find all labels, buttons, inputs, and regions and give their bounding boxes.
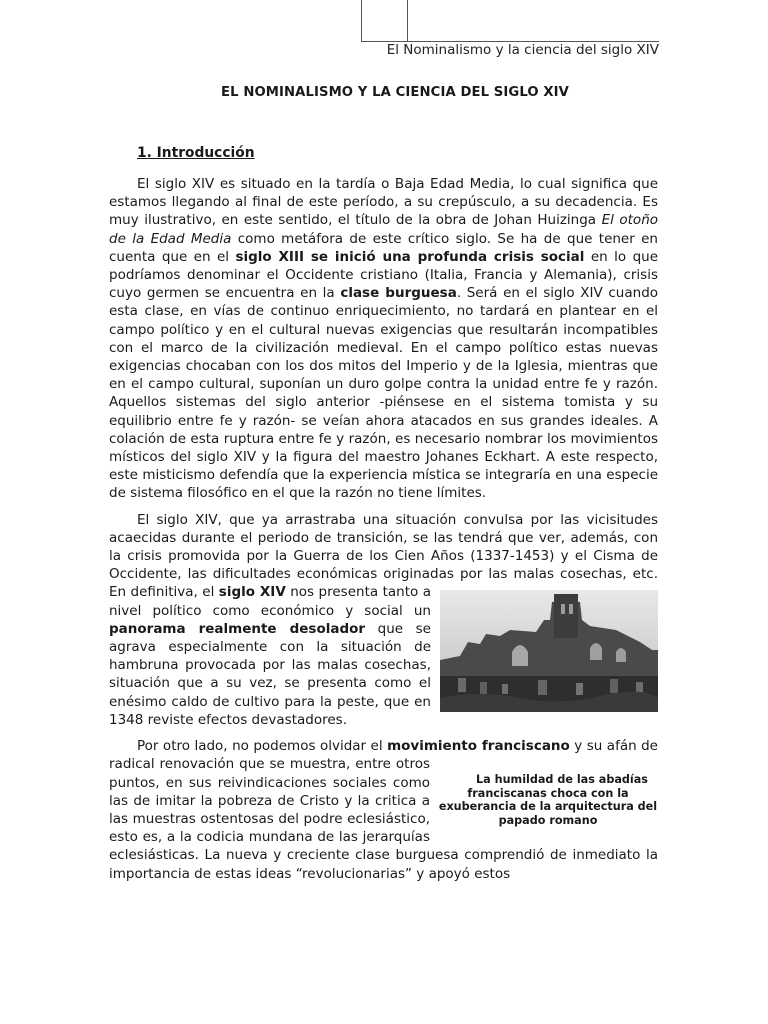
text-run: El siglo XIV es situado en la tardía o Baja Edad Media, lo cual significa que estamos llegando al final de este período, a su crepúsculo, a su decadencia. Es muy ilustrativo, en este sentido, el título de la obra de Johan Huizinga (109, 176, 658, 229)
tower (554, 594, 578, 638)
paragraph-1 (109, 175, 658, 503)
tower-window (569, 604, 573, 614)
emphasis: panorama realmente desolador (109, 620, 366, 637)
gravestone (610, 679, 618, 693)
text-run: como metáfora de este crítico siglo. Se ha de que tener en cuenta que en el (109, 230, 658, 265)
text-run: que se agrava especialmente con la situación de hambruna provocada por las malas cosechas, situación que a su vez, se presenta como el enésimo caldo de cultivo para la peste, que en 1348 reviste efectos devastadores. (109, 620, 431, 728)
gravestone (502, 684, 508, 694)
paragraph-3 (109, 737, 658, 883)
emphasis: siglo XIII se inició una profunda crisis social (235, 248, 585, 265)
text-run: en lo que podríamos denominar el Occidente cristiano (Italia, Francia y Alemania), crisis cuyo germen se encuentra en la (109, 248, 658, 302)
arch-window (590, 643, 602, 660)
gravestone (576, 683, 583, 695)
emphasis: siglo XIV (218, 584, 286, 601)
arch-window (616, 648, 626, 662)
section-heading: 1. Introducción (137, 145, 255, 161)
gravestone (480, 682, 487, 694)
abbey-ruins-photo (440, 590, 658, 712)
document-title: EL NOMINALISMO Y LA CIENCIA DEL SIGLO XIV (221, 85, 569, 100)
text-run: El siglo XIV, que ya arrastraba una situación convulsa por las vicisitudes acaecidas durante el periodo de transición, se las tendrá que ver, además, con la crisis promovida por la Guerra de los Cien Años (1337-1453) y el Cisma de Occidente, las dificultades económicas originadas por las malas cosechas, etc. En definitiva, el (109, 511, 658, 601)
emphasis: clase burguesa (340, 285, 457, 302)
header-box (361, 0, 408, 42)
tower-window (561, 604, 565, 614)
text-run: Por otro lado, no podemos olvidar el (137, 738, 388, 755)
text-run: y su afán de radical renovación que se muestra, entre otros puntos, en sus reivindicaciones sociales como las de imitar la pobreza de Cristo y la critica a las muestras ostentosas del podre eclesiástico, esto es, a la codicia mundana de las jerarquías eclesiásticas. La nueva y creciente clase burguesa comprendió de inmediato la importancia de estas ideas “revolucionarias” y apoyó estos (109, 738, 658, 882)
text-run: nos presenta tanto a nivel político como económico y social un (109, 584, 431, 619)
gravestone (538, 680, 547, 695)
figure (440, 590, 658, 712)
paragraph-2 (109, 511, 658, 729)
gravestone (458, 678, 466, 692)
book-title: El otoño de la Edad Media (109, 212, 659, 247)
emphasis: movimiento franciscano (387, 738, 570, 755)
figure-caption: La humildad de las abadías franciscanas choca con la exuberancia de la arquitectura del papado romano (438, 773, 658, 828)
running-header: El Nominalismo y la ciencia del siglo XIV (386, 42, 659, 58)
text-run: . Será en el siglo XIV cuando esta clase, en vías de continuo enriquecimiento, no tardará en plantear en el campo político y en el cultural nuevas exigencias que resultarán incompatibles con el marco de la civilización medieval. En el campo político estas nuevas exigencias chocaban con los dos mitos del Imperio y de la Iglesia, mientras que en el campo cultural, suponían un duro golpe contra la unidad entre fe y razón. Aquellos sistemas del siglo anterior -piénsese en el sistema tomista y su equilibrio entre fe y razón- se veían ahora atacados en sus grandes ideales. A colación de esta ruptura entre fe y razón, es necesario nombrar los movimientos místicos del siglo XIV y la figura del maestro Johanes Eckhart. A este respecto, este misticismo defendía que la experiencia mística se integraría en una especie de sistema filosófico en el que la razón no tiene límites. (109, 285, 659, 502)
page-body (109, 175, 658, 891)
